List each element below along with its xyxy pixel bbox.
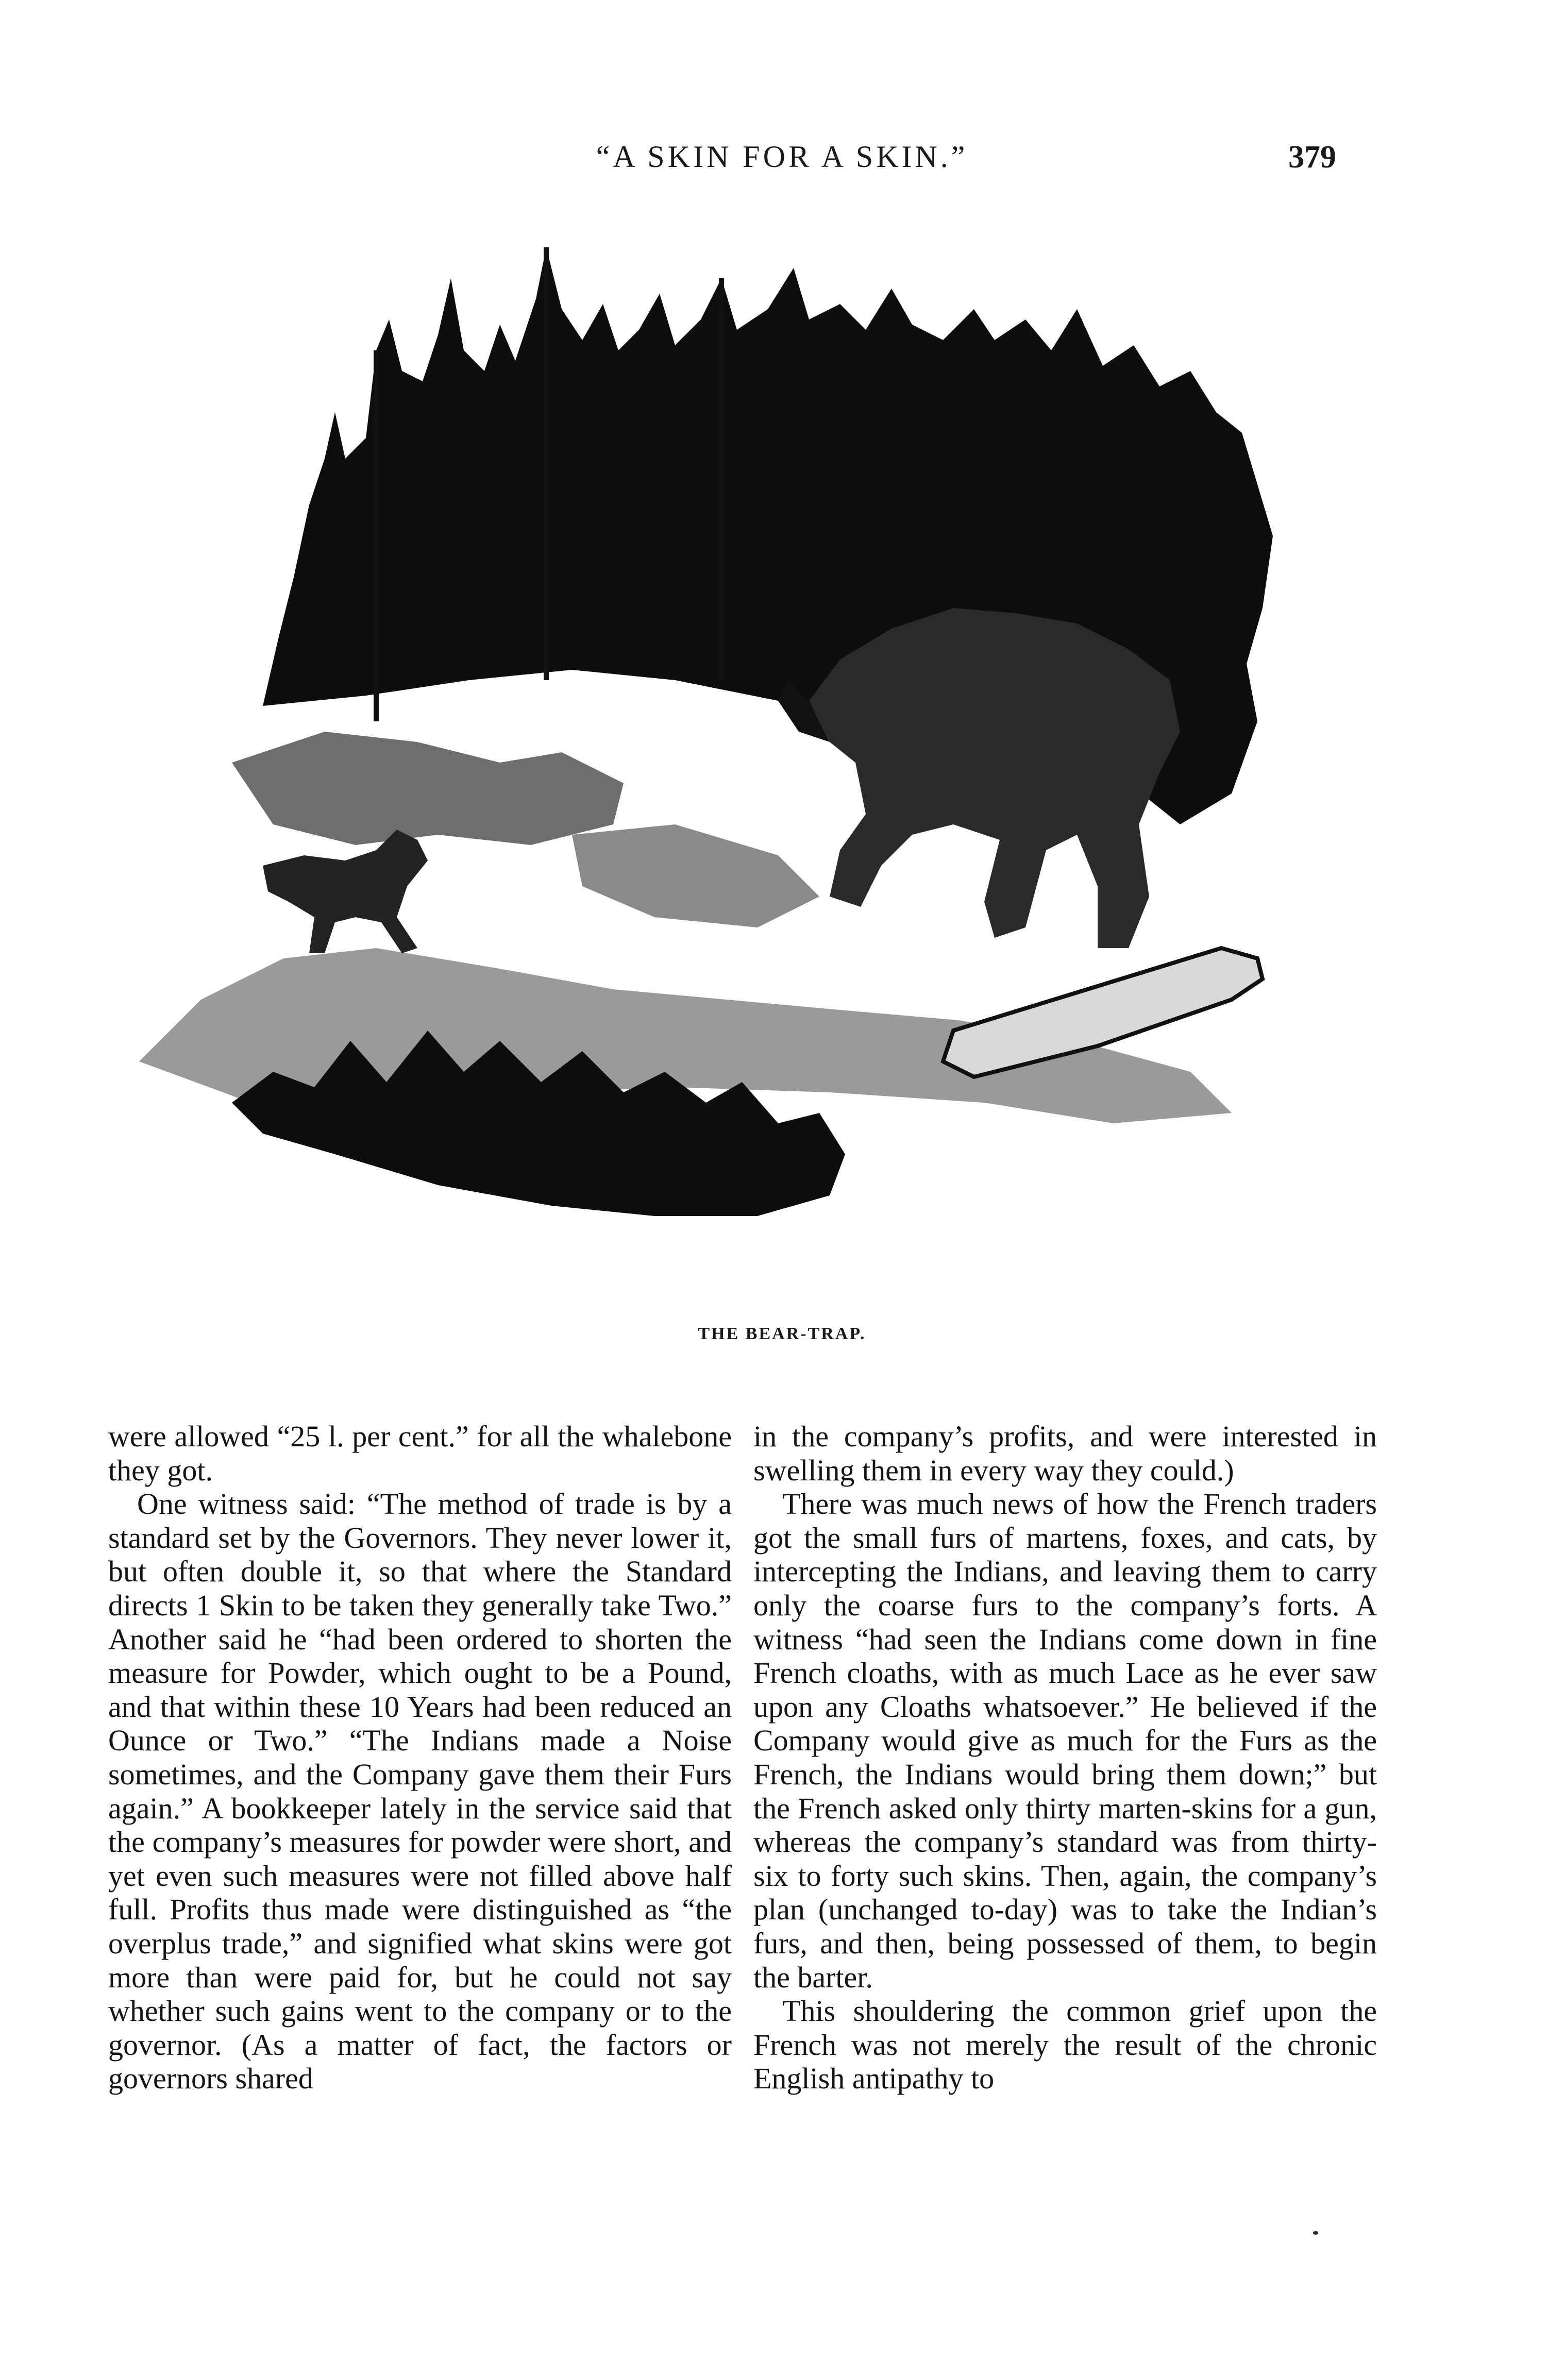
bear-trap-illustration [108, 216, 1417, 1268]
print-speck [1313, 2231, 1318, 2235]
page-header [0, 139, 1564, 185]
left-paragraph-2: One witness said: “The method of trade is by a standard set by the Governors. They never lower it, but often double it, so that where the Standard directs 1 Skin to be taken they generally take Two.” Another said he “had been ordered to shorten the measure for Powder, which ought to be a Pound, and that within these 10 Years had been reduced an Ounce or Two.” “The Indians made a Noise sometimes, and the Company gave them their Furs again.” A bookkeeper lately in the service said that the company’s measures for powder were short, and yet even such measures were not filled above half full. Profits thus made were distinguished as “the overplus trade,” and signified what skins were got more than were paid for, but he could not say whether such gains went to the company or to the governor. (As a matter of fact, the factors or governors shared [108, 1487, 732, 2096]
running-title: “A SKIN FOR A SKIN.” [596, 140, 968, 174]
page-number: 379 [1288, 140, 1336, 175]
right-paragraph-2: There was much news of how the French traders got the small furs of martens, foxes, and cats, by intercepting the Indians, and leaving them to carry only the coarse furs to the company’s forts. A witness “had seen the Indians come down in fine French cloaths, with as much Lace as he ever saw upon any Cloaths whatsoever.” He believed if the Company would give as much for the Furs as the French, the Indians would bring them down;” but the French asked only thirty marten-skins for a gun, whereas the company’s standard was from thirty-six to forty such skins. Then, again, the company’s plan (unchanged to-day) was to take the Indian’s furs, and then, being possessed of them, to begin the barter. [753, 1487, 1377, 1994]
right-paragraph-3: This shouldering the common grief upon the French was not merely the result of the chronic English antipathy to [753, 1994, 1377, 2096]
illustration-caption: THE BEAR-TRAP. [698, 1324, 866, 1343]
left-column [108, 1420, 732, 2096]
right-paragraph-1: in the company’s profits, and were interested in swelling them in every way they could.) [753, 1420, 1377, 1487]
right-column [753, 1420, 1377, 2096]
left-paragraph-1: were allowed “25 l. per cent.” for all the whalebone they got. [108, 1420, 732, 1487]
